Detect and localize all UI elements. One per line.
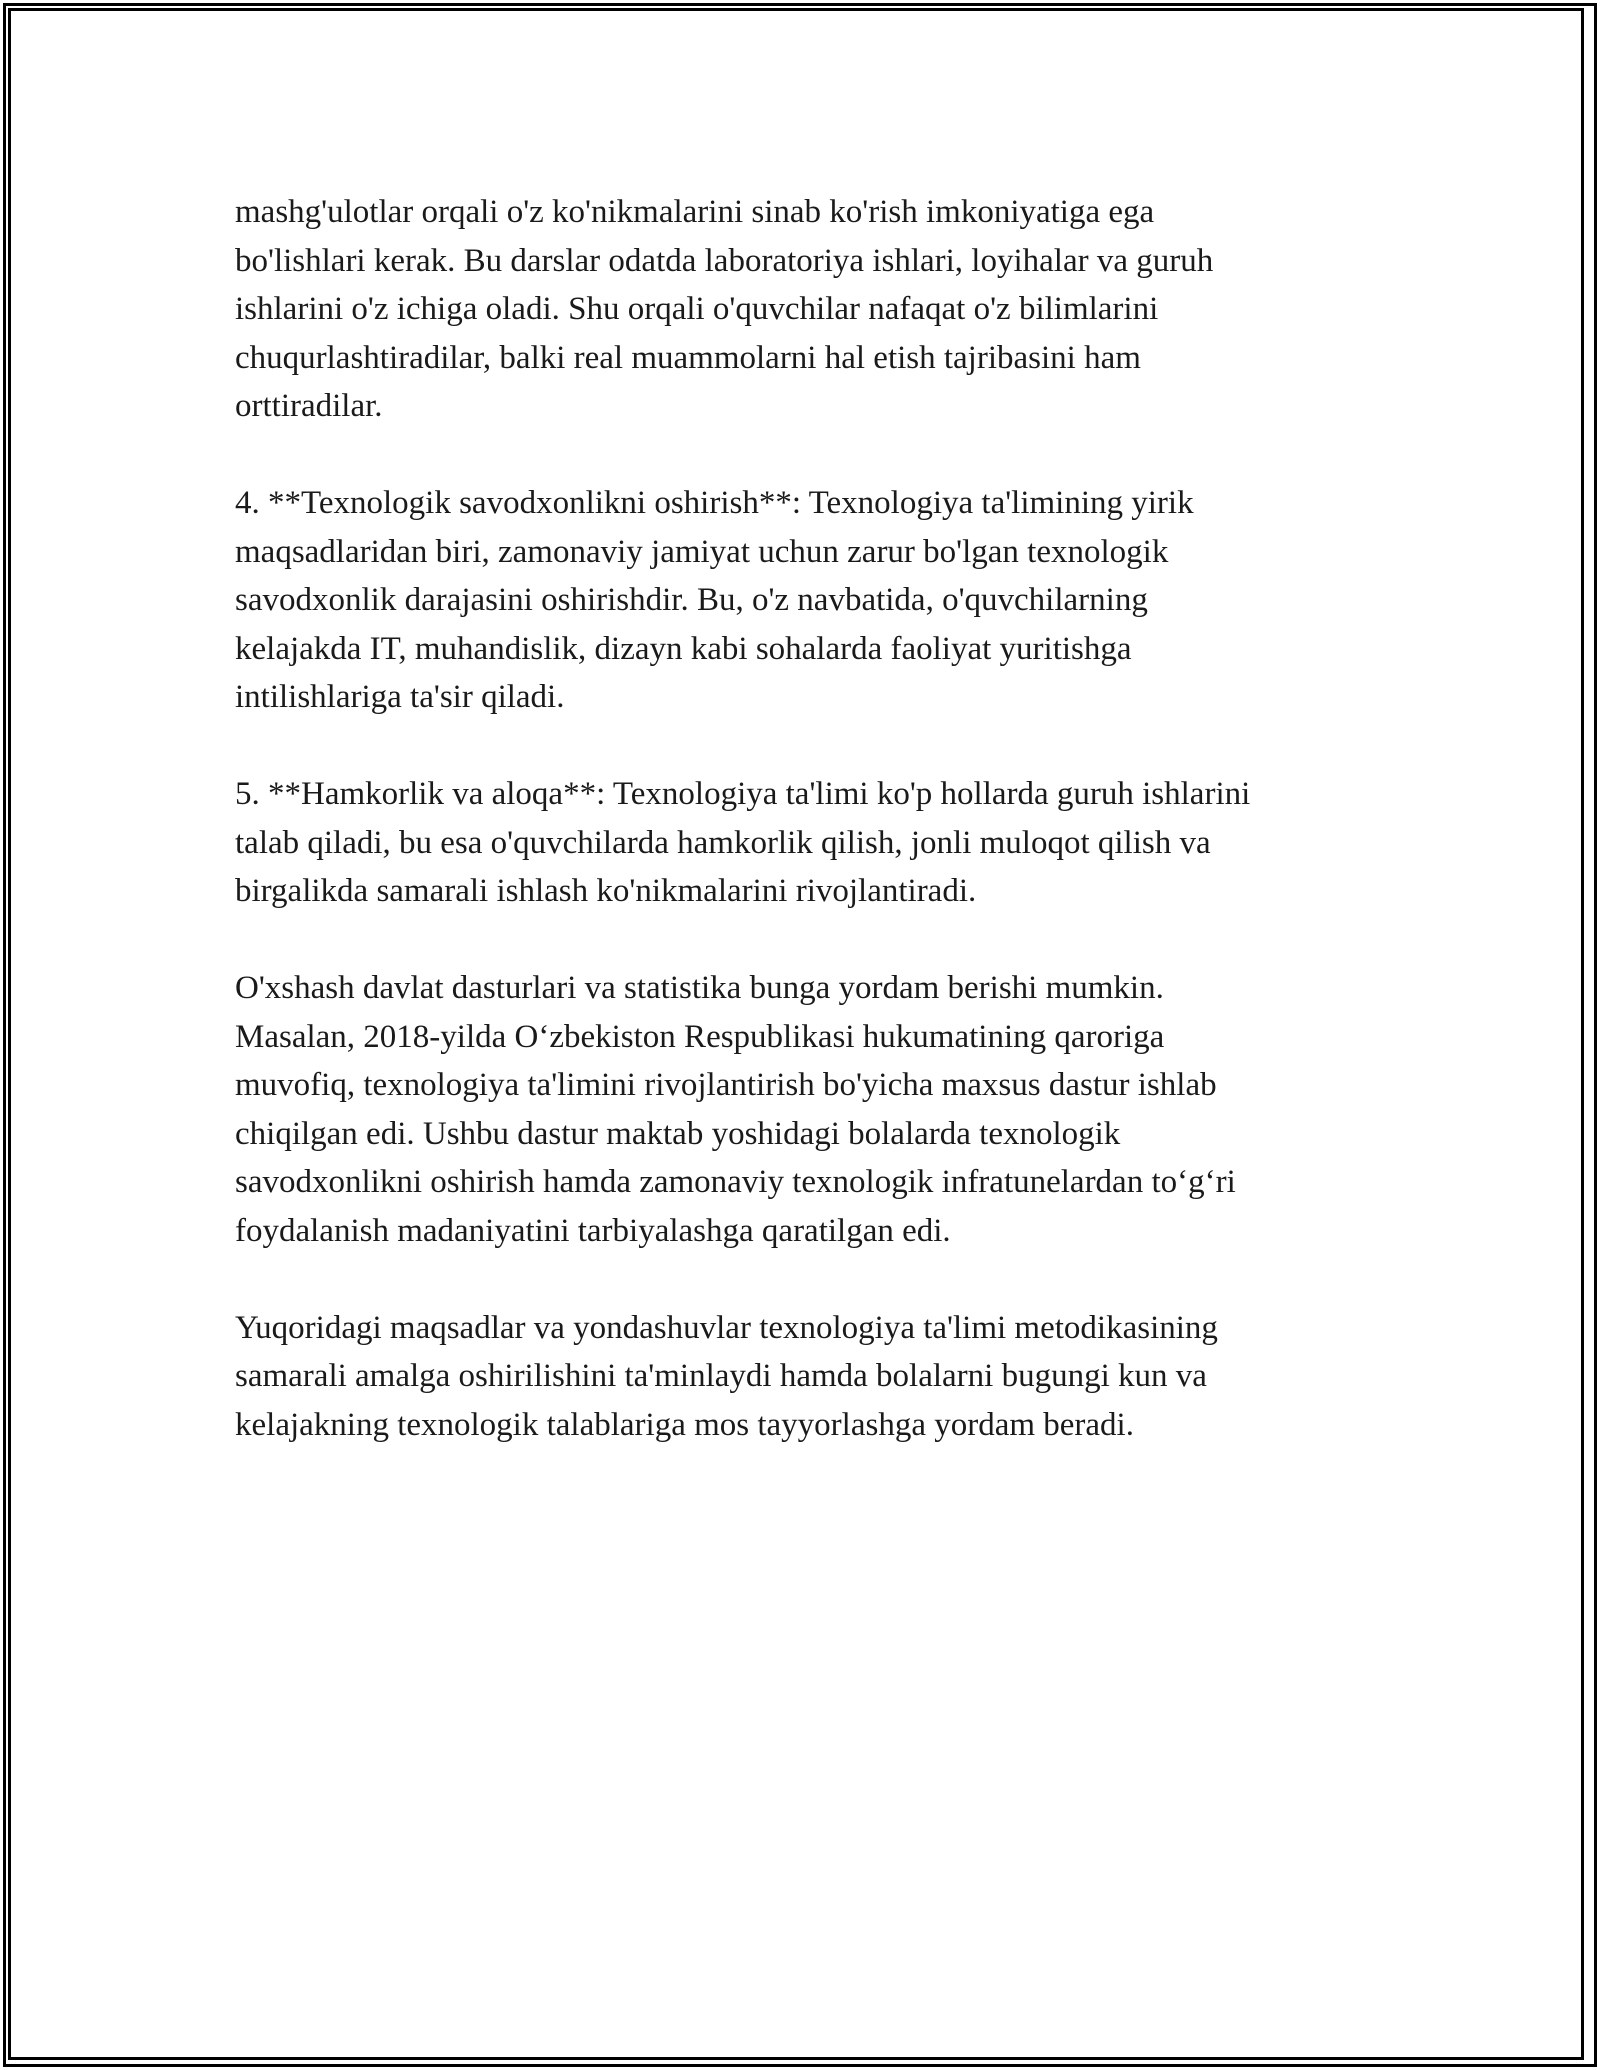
text-line: Masalan, 2018-yilda O‘zbekiston Respublikasi hukumatining qaroriga bbox=[235, 1018, 1165, 1055]
text-line: savodxonlik darajasini oshirishdir. Bu, o'z navbatida, o'quvchilarning bbox=[235, 582, 1148, 618]
paragraph-item-5-collaboration bbox=[235, 770, 1385, 916]
text-line: foydalanish madaniyatini tarbiyalashga qaratilgan edi. bbox=[235, 1212, 951, 1249]
text-line: intilishlariga ta'sir qiladi. bbox=[235, 679, 565, 715]
text-line: Yuqoridagi maqsadlar va yondashuvlar texnologiya ta'limi metodikasining bbox=[235, 1309, 1218, 1346]
text-line: maqsadlaridan biri, zamonaviy jamiyat uchun zarur bo'lgan texnologik bbox=[235, 533, 1169, 570]
paragraph-state-programs bbox=[235, 964, 1385, 1255]
text-line: 4. **Texnologik savodxonlikni oshirish**: Texnologiya ta'limining yirik bbox=[235, 485, 1194, 521]
text-line: kelajakning texnologik talablariga mos tayyorlashga yordam beradi. bbox=[235, 1406, 1134, 1443]
paragraph-practical-lessons bbox=[235, 188, 1385, 431]
text-line: savodxonlikni oshirish hamda zamonaviy texnologik infratunelardan to‘g‘ri bbox=[235, 1164, 1236, 1200]
text-line: muvofiq, texnologiya ta'limini rivojlantirish bo'yicha maxsus dastur ishlab bbox=[235, 1067, 1217, 1103]
text-line: samarali amalga oshirilishini ta'minlaydi hamda bolalarni bugungi kun va bbox=[235, 1358, 1207, 1394]
text-line: bo'lishlari kerak. Bu darslar odatda laboratoriya ishlari, loyihalar va guruh bbox=[235, 242, 1214, 279]
text-line: kelajakda IT, muhandislik, dizayn kabi sohalarda faoliyat yuritishga bbox=[235, 630, 1132, 667]
text-line: birgalikda samarali ishlash ko'nikmalarini rivojlantiradi. bbox=[235, 873, 977, 909]
text-line: 5. **Hamkorlik va aloqa**: Texnologiya ta'limi ko'p hollarda guruh ishlarini bbox=[235, 776, 1251, 812]
document-body bbox=[235, 188, 1385, 1498]
text-line: mashg'ulotlar orqali o'z ko'nikmalarini sinab ko'rish imkoniyatiga ega bbox=[235, 194, 1155, 230]
paragraph-item-4-tech-literacy bbox=[235, 479, 1385, 722]
paragraph-conclusion bbox=[235, 1304, 1385, 1450]
text-line: chiqilgan edi. Ushbu dastur maktab yoshidagi bolalarda texnologik bbox=[235, 1115, 1121, 1152]
text-line: O'xshash davlat dasturlari va statistika bunga yordam berishi mumkin. bbox=[235, 970, 1164, 1006]
text-line: ishlarini o'z ichiga oladi. Shu orqali o'quvchilar nafaqat o'z bilimlarini bbox=[235, 291, 1159, 327]
text-line: orttiradilar. bbox=[235, 388, 383, 424]
text-line: chuqurlashtiradilar, balki real muammolarni hal etish tajribasini ham bbox=[235, 339, 1141, 376]
text-line: talab qiladi, bu esa o'quvchilarda hamkorlik qilish, jonli muloqot qilish va bbox=[235, 824, 1211, 861]
